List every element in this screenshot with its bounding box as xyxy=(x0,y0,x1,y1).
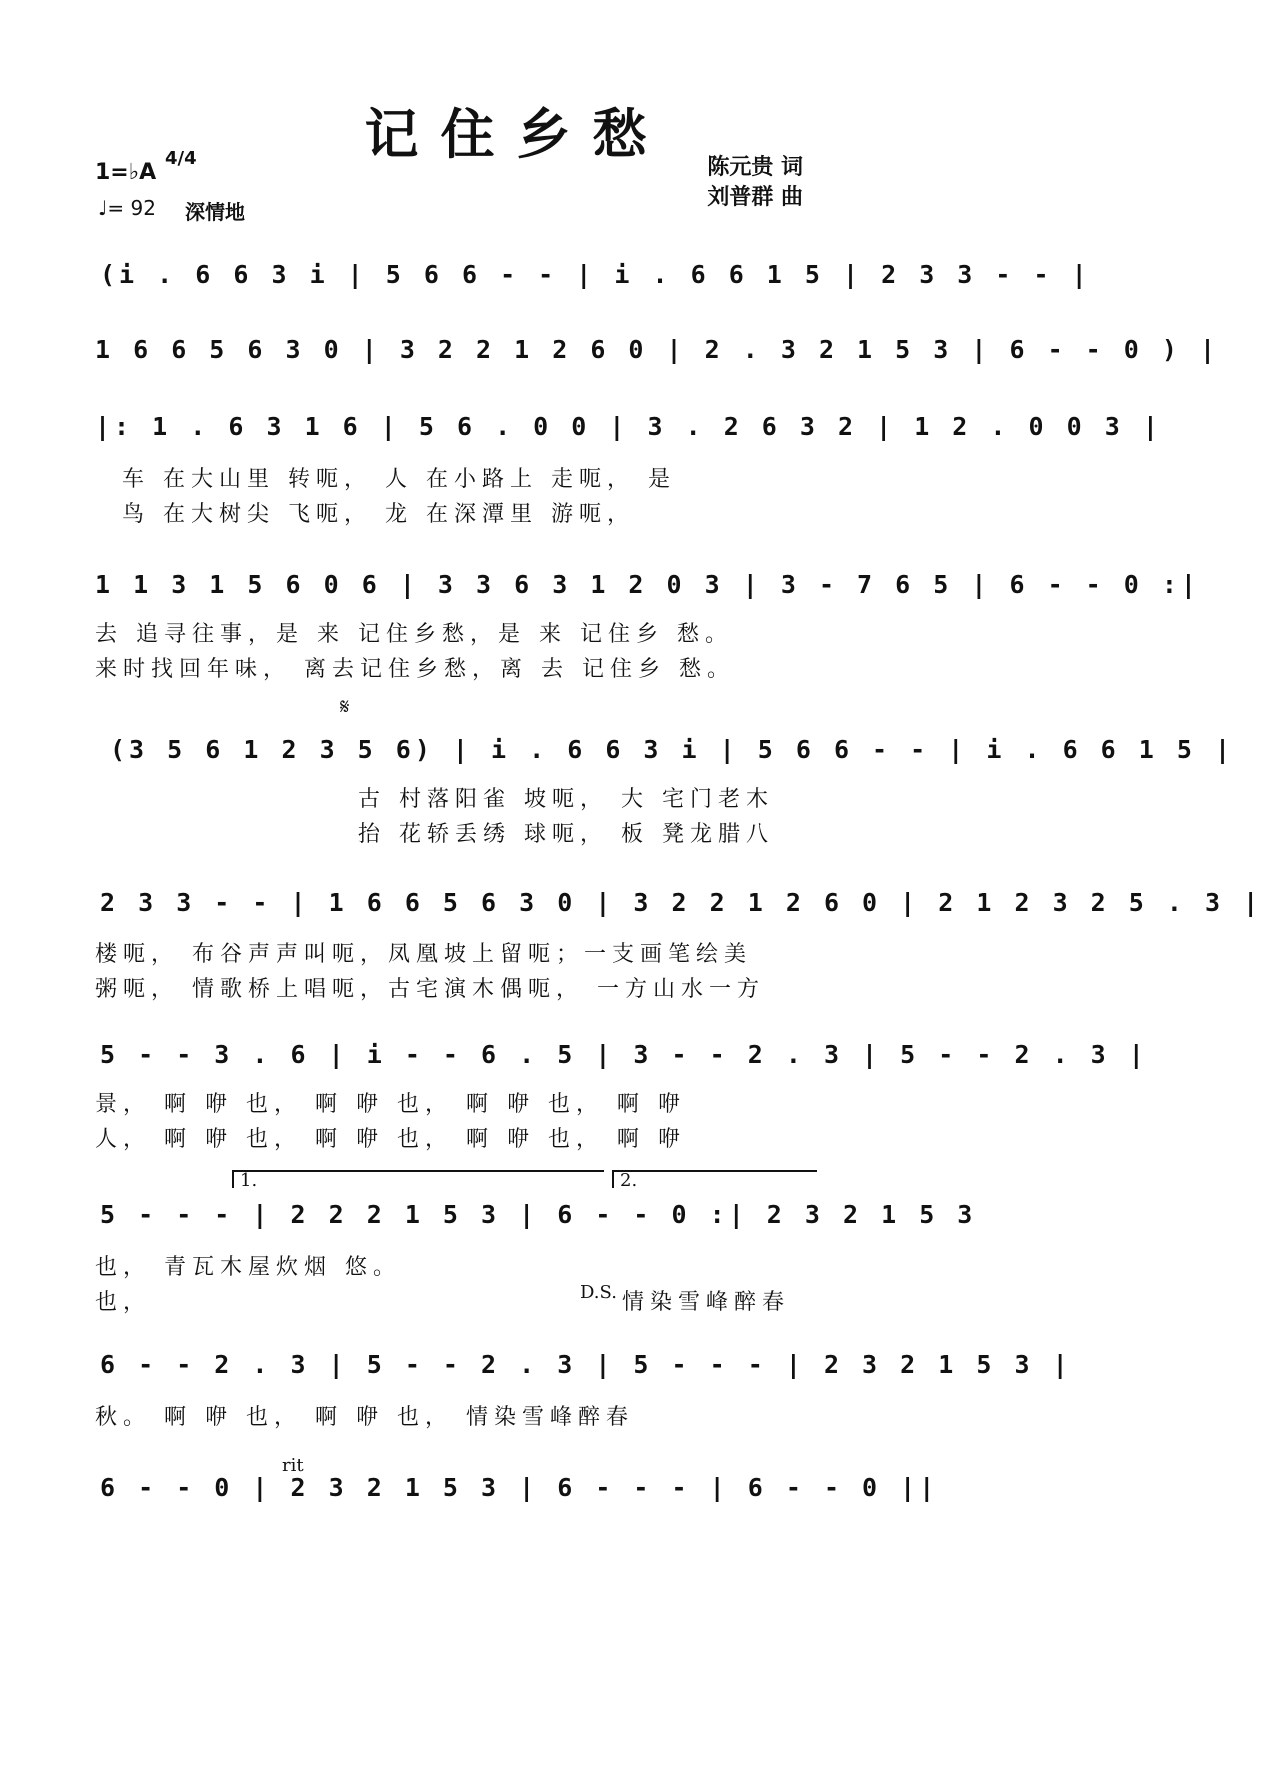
volta-1-hook xyxy=(232,1170,234,1188)
dal-segno-label: D.S. xyxy=(580,1282,617,1303)
lyric-row-8-verse-2: 也， xyxy=(95,1290,152,1315)
score-row-7: 5 - - 3 . 6 | i - - 6 . 5 | 3 - - 2 . 3 | 5 - - 2 . 3 | xyxy=(100,1040,1148,1069)
score-row-10: 6 - - 0 | 2 3 2 1 5 3 | 6 - - - | 6 - - 0 || xyxy=(100,1473,939,1502)
score-row-3: |: 1 . 6 3 1 6 | 5 6 . 0 0 | 3 . 2 6 3 2 | 1 2 . 0 0 3 | xyxy=(95,412,1162,441)
key-signature: 1=♭A xyxy=(95,160,157,185)
score-row-8: 5 - - - | 2 2 2 1 5 3 | 6 - - 0 :| 2 3 2 1 5 3 xyxy=(100,1200,977,1229)
score-row-5: (3 5 6 1 2 3 5 6) | i . 6 6 3 i | 5 6 6 - - | i . 6 6 1 5 | xyxy=(110,735,1235,764)
volta-2-label: 2. xyxy=(620,1170,638,1191)
segno-sign: 𝄋 xyxy=(340,695,350,720)
volta-2-hook xyxy=(612,1170,614,1188)
score-row-6: 2 3 3 - - | 1 6 6 5 6 3 0 | 3 2 2 1 2 6 0 | 2 1 2 3 2 5 . 3 | xyxy=(100,888,1262,917)
volta-1-label: 1. xyxy=(240,1170,258,1191)
score-row-2: 1 6 6 5 6 3 0 | 3 2 2 1 2 6 0 | 2 . 3 2 1 5 3 | 6 - - 0 ) | xyxy=(95,335,1220,364)
lyric-row-7-verse-2: 人， 啊 咿 也， 啊 咿 也， 啊 咿 也， 啊 咿 xyxy=(95,1127,686,1152)
lyric-row-3-verse-2: 鸟 在大树尖 飞呃， 龙 在深潭里 游呃， xyxy=(122,502,635,527)
lyric-row-4-verse-1: 去 追寻往事，是 来 记住乡愁，是 来 记住乡 愁。 xyxy=(95,622,733,647)
volta-2-bracket xyxy=(612,1170,817,1172)
ritardando-marking: rit xyxy=(282,1455,304,1476)
score-row-9: 6 - - 2 . 3 | 5 - - 2 . 3 | 5 - - - | 2 3 2 1 5 3 | xyxy=(100,1350,1072,1379)
lyric-row-7-verse-1: 景， 啊 咿 也， 啊 咿 也， 啊 咿 也， 啊 咿 xyxy=(95,1092,686,1117)
lyric-row-5-verse-1: 古 村落阳雀 坡呃， 大 宅门老木 xyxy=(358,787,774,812)
tempo-marking: ♩= 92 xyxy=(98,196,156,220)
score-row-4: 1 1 3 1 5 6 0 6 | 3 3 6 3 1 2 0 3 | 3 - 7 6 5 | 6 - - 0 :| xyxy=(95,570,1200,599)
composer-credit: 刘普群 曲 xyxy=(707,185,803,210)
dal-segno-lyric: 情染雪峰醉春 xyxy=(622,1290,791,1315)
lyric-row-3-verse-1: 车 在大山里 转呃， 人 在小路上 走呃， 是 xyxy=(122,467,676,492)
lyric-row-5-verse-2: 抬 花轿丢绣 球呃， 板 凳龙腊八 xyxy=(358,822,774,847)
lyric-row-4-verse-2: 来时找回年味， 离去记住乡愁，离 去 记住乡 愁。 xyxy=(95,657,735,682)
lyric-row-9-verse-1: 秋。 啊 咿 也， 啊 咿 也， 情染雪峰醉春 xyxy=(95,1405,634,1430)
lyric-row-8-verse-1: 也， 青瓦木屋炊烟 悠。 xyxy=(95,1255,401,1280)
score-row-1: (i . 6 6 3 i | 5 6 6 - - | i . 6 6 1 5 | 2 3 3 - - | xyxy=(100,260,1091,289)
song-title: 记住乡愁 xyxy=(364,103,669,166)
lyric-row-6-verse-1: 楼呃， 布谷声声叫呃，凤凰坡上留呃；一支画笔绘美 xyxy=(95,942,752,967)
lyricist-credit: 陈元贵 词 xyxy=(707,155,803,180)
volta-1-bracket xyxy=(232,1170,604,1172)
expression-marking: 深情地 xyxy=(185,200,245,224)
lyric-row-6-verse-2: 粥呃， 情歌桥上唱呃，古宅演木偶呃， 一方山水一方 xyxy=(95,977,765,1002)
time-signature: 4/4 xyxy=(165,148,197,169)
